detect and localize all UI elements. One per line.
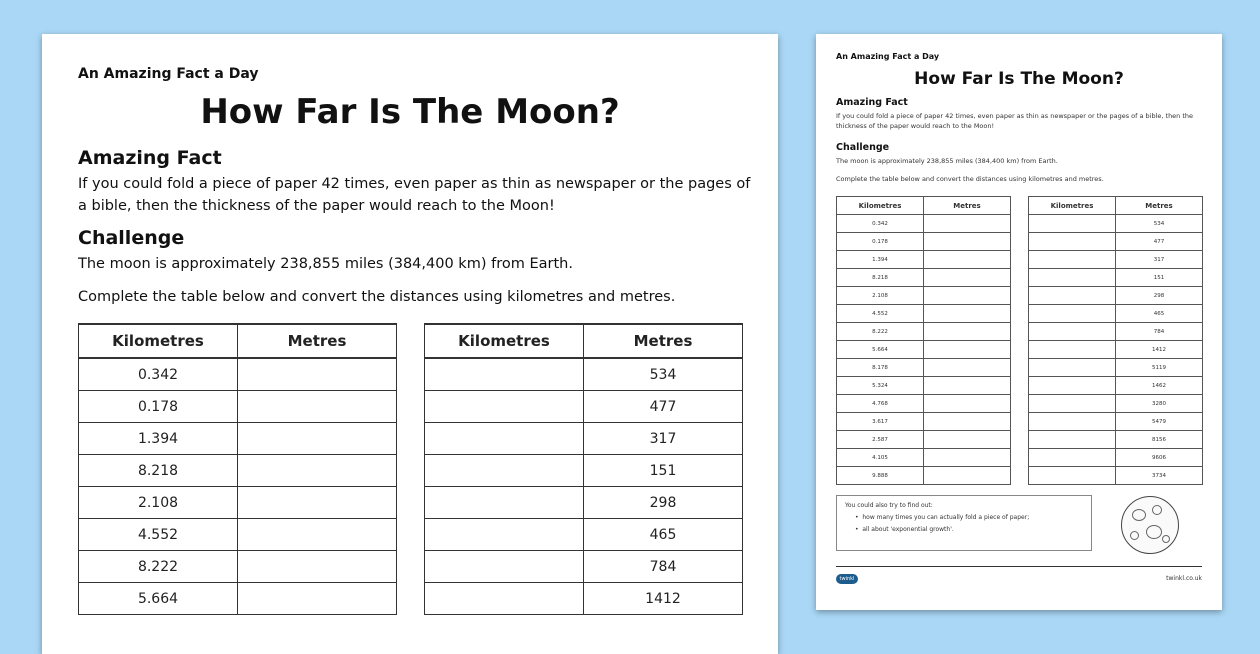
answer-cell[interactable] — [238, 358, 397, 391]
table-row — [425, 391, 743, 423]
km-header: Kilometres — [837, 197, 924, 215]
table-row — [79, 487, 397, 519]
km-value: 4.105 — [837, 449, 924, 467]
table-row — [837, 377, 1011, 395]
table-row — [1029, 305, 1203, 323]
table-row — [837, 269, 1011, 287]
km-value: 2.587 — [837, 431, 924, 449]
km-value: 5.664 — [79, 583, 238, 615]
answer-cell[interactable] — [1029, 287, 1116, 305]
table-row — [1029, 287, 1203, 305]
km-value: 1.394 — [837, 251, 924, 269]
table-row — [1029, 449, 1203, 467]
answer-cell[interactable] — [924, 251, 1011, 269]
metres-value: 3734 — [1116, 467, 1203, 485]
answer-cell[interactable] — [924, 431, 1011, 449]
worksheet-page-large — [42, 34, 778, 654]
conversion-table-right — [424, 323, 743, 615]
km-value: 8.218 — [837, 269, 924, 287]
series-label: An Amazing Fact a Day — [78, 66, 259, 82]
moon-crater — [1146, 525, 1162, 539]
answer-cell[interactable] — [1029, 413, 1116, 431]
table-row — [79, 519, 397, 551]
table-row — [425, 487, 743, 519]
answer-cell[interactable] — [1029, 467, 1116, 485]
tip-item: • all about 'exponential growth'. — [855, 526, 954, 533]
conversion-table-left — [836, 196, 1011, 485]
metres-value: 151 — [1116, 269, 1203, 287]
table-row — [1029, 269, 1203, 287]
answer-cell[interactable] — [1029, 431, 1116, 449]
table-row — [1029, 215, 1203, 233]
km-value: 8.222 — [837, 323, 924, 341]
answer-cell[interactable] — [425, 391, 584, 423]
km-value: 8.178 — [837, 359, 924, 377]
answer-cell[interactable] — [425, 487, 584, 519]
fact-heading: Amazing Fact — [78, 147, 222, 169]
metres-value: 784 — [1116, 323, 1203, 341]
fact-heading: Amazing Fact — [836, 97, 908, 108]
answer-cell[interactable] — [425, 519, 584, 551]
answer-cell[interactable] — [924, 287, 1011, 305]
table-row — [1029, 395, 1203, 413]
table-row — [837, 251, 1011, 269]
km-value: 0.342 — [837, 215, 924, 233]
metres-value: 534 — [1116, 215, 1203, 233]
km-value: 0.342 — [79, 358, 238, 391]
footer-url: twinkl.co.uk — [1166, 575, 1202, 582]
table-row — [79, 423, 397, 455]
table-row — [837, 413, 1011, 431]
metres-value: 8156 — [1116, 431, 1203, 449]
answer-cell[interactable] — [425, 583, 584, 615]
fact-text: If you could fold a piece of paper 42 times, even paper as thin as newspaper or the pages of a bible, then the thickness of the paper would reach to the Moon! — [836, 112, 1194, 130]
answer-cell[interactable] — [425, 423, 584, 455]
table-header-row — [837, 197, 1011, 215]
km-value: 2.108 — [837, 287, 924, 305]
table-row — [1029, 323, 1203, 341]
metres-value: 784 — [584, 551, 743, 583]
moon-illustration — [1121, 496, 1179, 554]
answer-cell[interactable] — [238, 551, 397, 583]
table-row — [837, 431, 1011, 449]
table-row — [837, 287, 1011, 305]
table-row — [1029, 377, 1203, 395]
answer-cell[interactable] — [924, 233, 1011, 251]
km-value: 0.178 — [837, 233, 924, 251]
table-row — [425, 519, 743, 551]
metres-value: 151 — [584, 455, 743, 487]
table-row — [1029, 359, 1203, 377]
table-row — [837, 341, 1011, 359]
page-title: How Far Is The Moon? — [200, 92, 620, 132]
twinkl-logo: twinkl — [836, 574, 858, 584]
series-label: An Amazing Fact a Day — [836, 52, 940, 61]
table-header-row — [1029, 197, 1203, 215]
table-row — [837, 233, 1011, 251]
fact-text: If you could fold a piece of paper 42 times, even paper as thin as newspaper or the pages of a bible, then the thickness of the paper would reach to the Moon! — [78, 176, 751, 214]
answer-cell[interactable] — [1029, 305, 1116, 323]
conversion-table-left — [78, 323, 397, 615]
table-row — [1029, 233, 1203, 251]
answer-cell[interactable] — [238, 487, 397, 519]
table-row — [1029, 467, 1203, 485]
km-value: 0.178 — [79, 391, 238, 423]
answer-cell[interactable] — [924, 467, 1011, 485]
table-row — [79, 583, 397, 615]
tip-item: • how many times you can actually fold a piece of paper; — [855, 514, 1030, 521]
worksheet-page-preview — [816, 34, 1222, 610]
table-row — [425, 358, 743, 391]
table-row — [837, 215, 1011, 233]
answer-cell[interactable] — [1029, 377, 1116, 395]
answer-cell[interactable] — [924, 215, 1011, 233]
metres-value: 9606 — [1116, 449, 1203, 467]
table-row — [837, 305, 1011, 323]
table-row — [837, 395, 1011, 413]
answer-cell[interactable] — [238, 519, 397, 551]
table-row — [425, 423, 743, 455]
metres-value: 465 — [1116, 305, 1203, 323]
table-row — [1029, 341, 1203, 359]
challenge-heading: Challenge — [836, 142, 890, 153]
km-value: 2.108 — [79, 487, 238, 519]
moon-crater — [1130, 531, 1139, 540]
footer-divider — [836, 566, 1202, 567]
metres-value: 3280 — [1116, 395, 1203, 413]
table-row — [425, 551, 743, 583]
answer-cell[interactable] — [924, 269, 1011, 287]
metres-value: 1412 — [1116, 341, 1203, 359]
table-row — [1029, 251, 1203, 269]
answer-cell[interactable] — [425, 551, 584, 583]
table-header-row — [425, 324, 743, 358]
challenge-text: The moon is approximately 238,855 miles (384,400 km) from Earth. — [78, 256, 573, 272]
moon-crater — [1152, 505, 1162, 515]
table-row — [1029, 431, 1203, 449]
metres-value: 477 — [1116, 233, 1203, 251]
km-header: Kilometres — [1029, 197, 1116, 215]
answer-cell[interactable] — [425, 358, 584, 391]
metres-value: 1412 — [584, 583, 743, 615]
metres-value: 298 — [584, 487, 743, 519]
km-header: Kilometres — [425, 324, 584, 358]
table-row — [1029, 413, 1203, 431]
metres-value: 317 — [584, 423, 743, 455]
moon-crater — [1162, 535, 1170, 543]
answer-cell[interactable] — [238, 583, 397, 615]
answer-cell[interactable] — [924, 359, 1011, 377]
tip-heading: You could also try to find out: — [845, 502, 933, 509]
km-header: Kilometres — [79, 324, 238, 358]
answer-cell[interactable] — [1029, 269, 1116, 287]
metres-header: Metres — [924, 197, 1011, 215]
answer-cell[interactable] — [1029, 449, 1116, 467]
answer-cell[interactable] — [1029, 341, 1116, 359]
answer-cell[interactable] — [1029, 215, 1116, 233]
km-value: 4.552 — [837, 305, 924, 323]
metres-header: Metres — [238, 324, 397, 358]
answer-cell[interactable] — [238, 391, 397, 423]
answer-cell[interactable] — [1029, 359, 1116, 377]
answer-cell[interactable] — [238, 423, 397, 455]
metres-value: 5119 — [1116, 359, 1203, 377]
page-title: How Far Is The Moon? — [914, 69, 1124, 89]
instruction-text: Complete the table below and convert the distances using kilometres and metres. — [78, 289, 676, 305]
table-row — [79, 551, 397, 583]
conversion-table-right — [1028, 196, 1203, 485]
table-row — [837, 449, 1011, 467]
answer-cell[interactable] — [924, 413, 1011, 431]
table-row — [425, 583, 743, 615]
metres-value: 1462 — [1116, 377, 1203, 395]
answer-cell[interactable] — [425, 455, 584, 487]
answer-cell[interactable] — [238, 455, 397, 487]
challenge-text: The moon is approximately 238,855 miles (384,400 km) from Earth. — [836, 157, 1058, 165]
table-row — [837, 467, 1011, 485]
km-value: 4.768 — [837, 395, 924, 413]
further-ideas-box — [836, 495, 1092, 551]
answer-cell[interactable] — [924, 449, 1011, 467]
table-row — [79, 391, 397, 423]
table-row — [837, 359, 1011, 377]
answer-cell[interactable] — [1029, 251, 1116, 269]
answer-cell[interactable] — [924, 305, 1011, 323]
answer-cell[interactable] — [924, 341, 1011, 359]
answer-cell[interactable] — [924, 377, 1011, 395]
km-value: 9.888 — [837, 467, 924, 485]
metres-header: Metres — [1116, 197, 1203, 215]
table-header-row — [79, 324, 397, 358]
metres-value: 5479 — [1116, 413, 1203, 431]
challenge-heading: Challenge — [78, 227, 185, 249]
km-value: 8.218 — [79, 455, 238, 487]
km-value: 8.222 — [79, 551, 238, 583]
metres-value: 465 — [584, 519, 743, 551]
km-value: 1.394 — [79, 423, 238, 455]
metres-value: 534 — [584, 358, 743, 391]
table-row — [425, 455, 743, 487]
moon-crater — [1132, 509, 1146, 521]
km-value: 3.617 — [837, 413, 924, 431]
km-value: 5.664 — [837, 341, 924, 359]
km-value: 5.324 — [837, 377, 924, 395]
metres-value: 477 — [584, 391, 743, 423]
table-row — [79, 358, 397, 391]
km-value: 4.552 — [79, 519, 238, 551]
answer-cell[interactable] — [1029, 395, 1116, 413]
instruction-text: Complete the table below and convert the distances using kilometres and metres. — [836, 175, 1104, 183]
answer-cell[interactable] — [1029, 233, 1116, 251]
metres-value: 317 — [1116, 251, 1203, 269]
metres-header: Metres — [584, 324, 743, 358]
answer-cell[interactable] — [924, 395, 1011, 413]
answer-cell[interactable] — [924, 323, 1011, 341]
answer-cell[interactable] — [1029, 323, 1116, 341]
table-row — [79, 455, 397, 487]
table-row — [837, 323, 1011, 341]
metres-value: 298 — [1116, 287, 1203, 305]
